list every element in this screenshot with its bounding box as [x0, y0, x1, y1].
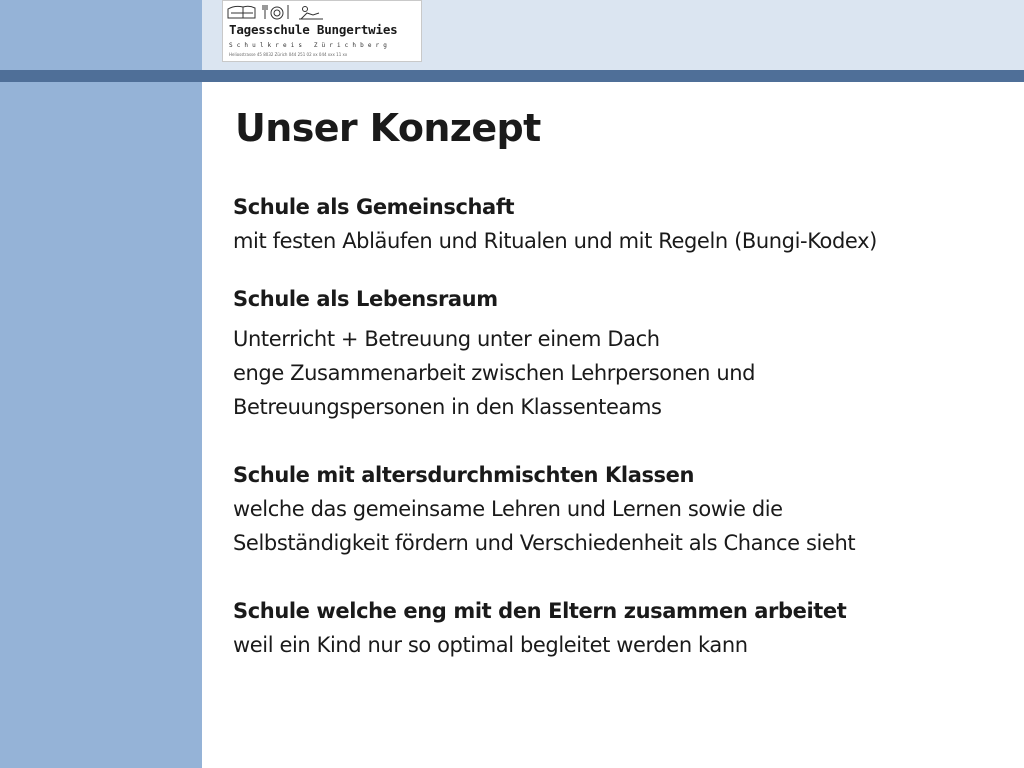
section-altersdurchmischt: [233, 458, 1003, 560]
school-logo: [222, 0, 422, 62]
section-line: mit festen Abläufen und Ritualen und mit Regeln (Bungi-Kodex): [233, 229, 877, 253]
plate-utensils-pictogram-icon: [263, 5, 288, 19]
section-heading: Schule welche eng mit den Eltern zusammen arbeitet: [233, 599, 847, 623]
logo-pictograms: [223, 1, 423, 23]
section-line: enge Zusammenarbeit zwischen Lehrpersonen und: [233, 361, 756, 385]
spacer: [233, 258, 1003, 282]
logo-subtitle: Schulkreis Zürichberg: [229, 42, 391, 49]
header-divider-bar: [0, 70, 1024, 82]
left-color-band: [0, 0, 202, 768]
section-lebensraum: [233, 282, 1003, 424]
logo-school-name: Tagesschule Bungertwies: [229, 22, 398, 37]
section-heading: Schule mit altersdurchmischten Klassen: [233, 463, 695, 487]
section-heading: Schule als Gemeinschaft: [233, 195, 515, 219]
section-line: Betreuungspersonen in den Klassenteams: [233, 395, 662, 419]
resting-person-pictogram-icon: [299, 7, 323, 20]
section-line: Selbständigkeit fördern und Verschiedenheit als Chance sieht: [233, 531, 856, 555]
section-line: weil ein Kind nur so optimal begleitet werden kann: [233, 633, 748, 657]
spacer: [233, 424, 1003, 458]
section-line: Unterricht + Betreuung unter einem Dach: [233, 327, 660, 351]
section-gemeinschaft: [233, 190, 1003, 258]
slide-title: Unser Konzept: [235, 106, 541, 150]
section-eltern: [233, 594, 1003, 662]
spacer: [233, 560, 1003, 594]
logo-address: Heliosstrasse 45 8032 Zürich 044 251 02 xx 044 xxx 11 xx: [229, 52, 348, 57]
books-pictogram-icon: [228, 6, 255, 18]
section-line: welche das gemeinsame Lehren und Lernen sowie die: [233, 497, 783, 521]
slide-content: [233, 190, 1003, 662]
section-heading: Schule als Lebensraum: [233, 287, 498, 311]
